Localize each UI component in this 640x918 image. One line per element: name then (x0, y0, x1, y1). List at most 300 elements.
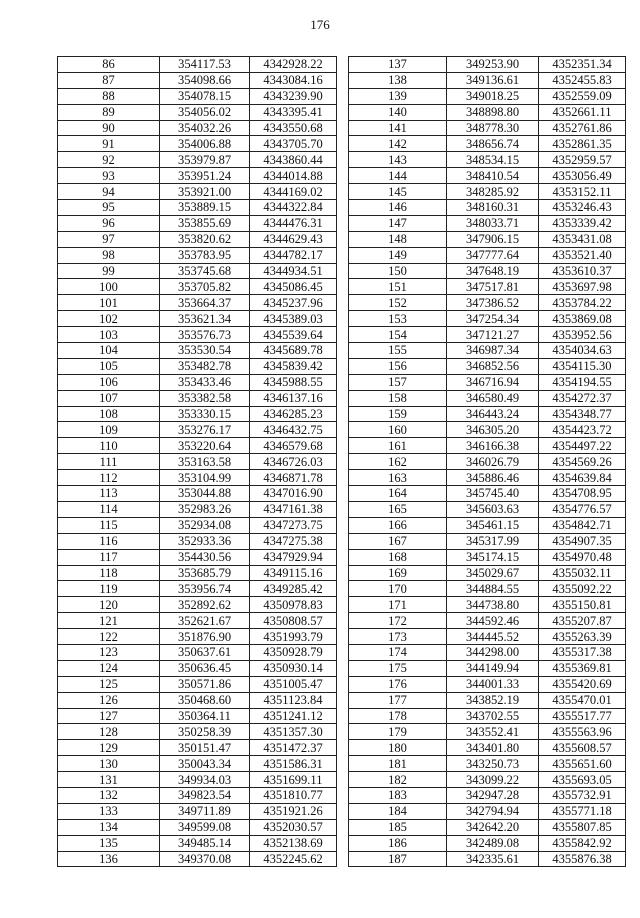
table-row (58, 358, 337, 374)
point-number-cell: 151 (349, 279, 447, 295)
point-number-cell: 177 (349, 692, 447, 708)
table-row (349, 279, 626, 295)
table-row (58, 200, 337, 216)
point-number-cell: 168 (349, 549, 447, 565)
table-row (349, 57, 626, 73)
y-coordinate-cell: 4353952.56 (539, 327, 626, 343)
y-coordinate-cell: 4353869.08 (539, 311, 626, 327)
x-coordinate-cell: 350258.39 (160, 724, 250, 740)
y-coordinate-cell: 4355470.01 (539, 692, 626, 708)
table-row (58, 470, 337, 486)
point-number-cell: 126 (58, 692, 160, 708)
point-number-cell: 127 (58, 708, 160, 724)
table-row (349, 120, 626, 136)
y-coordinate-cell: 4346137.16 (250, 390, 337, 406)
y-coordinate-cell: 4346871.78 (250, 470, 337, 486)
y-coordinate-cell: 4355517.77 (539, 708, 626, 724)
table-row (349, 835, 626, 851)
y-coordinate-cell: 4351993.79 (250, 629, 337, 645)
point-number-cell: 140 (349, 104, 447, 120)
point-number-cell: 96 (58, 215, 160, 231)
x-coordinate-cell: 350571.86 (160, 676, 250, 692)
point-number-cell: 171 (349, 597, 447, 613)
table-row (349, 88, 626, 104)
point-number-cell: 130 (58, 756, 160, 772)
y-coordinate-cell: 4343860.44 (250, 152, 337, 168)
table-row (58, 803, 337, 819)
x-coordinate-cell: 353276.17 (160, 422, 250, 438)
x-coordinate-cell: 353951.24 (160, 168, 250, 184)
x-coordinate-cell: 342335.61 (447, 851, 539, 867)
table-row (349, 644, 626, 660)
y-coordinate-cell: 4354115.30 (539, 358, 626, 374)
table-row (349, 136, 626, 152)
point-number-cell: 103 (58, 327, 160, 343)
y-coordinate-cell: 4350928.79 (250, 644, 337, 660)
x-coordinate-cell: 343552.41 (447, 724, 539, 740)
x-coordinate-cell: 350637.61 (160, 644, 250, 660)
table-row (58, 851, 337, 867)
y-coordinate-cell: 4343395.41 (250, 104, 337, 120)
table-row (58, 708, 337, 724)
x-coordinate-cell: 344884.55 (447, 581, 539, 597)
table-row (58, 231, 337, 247)
table-row (58, 613, 337, 629)
x-coordinate-cell: 348033.71 (447, 215, 539, 231)
table-row (58, 327, 337, 343)
y-coordinate-cell: 4353339.42 (539, 215, 626, 231)
y-coordinate-cell: 4343550.68 (250, 120, 337, 136)
x-coordinate-cell: 347777.64 (447, 247, 539, 263)
x-coordinate-cell: 346305.20 (447, 422, 539, 438)
point-number-cell: 128 (58, 724, 160, 740)
y-coordinate-cell: 4352351.34 (539, 57, 626, 73)
table-row (349, 343, 626, 359)
point-number-cell: 160 (349, 422, 447, 438)
x-coordinate-cell: 348778.30 (447, 120, 539, 136)
point-number-cell: 99 (58, 263, 160, 279)
x-coordinate-cell: 350468.60 (160, 692, 250, 708)
x-coordinate-cell: 349018.25 (447, 88, 539, 104)
x-coordinate-cell: 344592.46 (447, 613, 539, 629)
x-coordinate-cell: 353783.95 (160, 247, 250, 263)
x-coordinate-cell: 349823.54 (160, 787, 250, 803)
table-row (58, 247, 337, 263)
x-coordinate-cell: 343099.22 (447, 772, 539, 788)
point-number-cell: 106 (58, 374, 160, 390)
table-row (349, 787, 626, 803)
point-number-cell: 118 (58, 565, 160, 581)
y-coordinate-cell: 4351810.77 (250, 787, 337, 803)
x-coordinate-cell: 346580.49 (447, 390, 539, 406)
y-coordinate-cell: 4355651.60 (539, 756, 626, 772)
point-number-cell: 186 (349, 835, 447, 851)
point-number-cell: 169 (349, 565, 447, 581)
y-coordinate-cell: 4354842.71 (539, 517, 626, 533)
point-number-cell: 154 (349, 327, 447, 343)
x-coordinate-cell: 348656.74 (447, 136, 539, 152)
point-number-cell: 94 (58, 184, 160, 200)
point-number-cell: 111 (58, 454, 160, 470)
x-coordinate-cell: 352983.26 (160, 501, 250, 517)
y-coordinate-cell: 4347929.94 (250, 549, 337, 565)
x-coordinate-cell: 346166.38 (447, 438, 539, 454)
point-number-cell: 115 (58, 517, 160, 533)
point-number-cell: 156 (349, 358, 447, 374)
y-coordinate-cell: 4354907.35 (539, 533, 626, 549)
x-coordinate-cell: 345174.15 (447, 549, 539, 565)
table-row (349, 740, 626, 756)
point-number-cell: 132 (58, 787, 160, 803)
point-number-cell: 129 (58, 740, 160, 756)
table-row (349, 756, 626, 772)
point-number-cell: 153 (349, 311, 447, 327)
point-number-cell: 116 (58, 533, 160, 549)
x-coordinate-cell: 352621.67 (160, 613, 250, 629)
y-coordinate-cell: 4352861.35 (539, 136, 626, 152)
y-coordinate-cell: 4345988.55 (250, 374, 337, 390)
x-coordinate-cell: 352933.36 (160, 533, 250, 549)
x-coordinate-cell: 354430.56 (160, 549, 250, 565)
point-number-cell: 162 (349, 454, 447, 470)
y-coordinate-cell: 4353697.98 (539, 279, 626, 295)
y-coordinate-cell: 4355263.39 (539, 629, 626, 645)
point-number-cell: 170 (349, 581, 447, 597)
point-number-cell: 137 (349, 57, 447, 73)
point-number-cell: 159 (349, 406, 447, 422)
x-coordinate-cell: 354117.53 (160, 57, 250, 73)
table-row (58, 454, 337, 470)
x-coordinate-cell: 354032.26 (160, 120, 250, 136)
y-coordinate-cell: 4354708.95 (539, 486, 626, 502)
table-row (349, 390, 626, 406)
table-row (58, 692, 337, 708)
y-coordinate-cell: 4343239.90 (250, 88, 337, 104)
x-coordinate-cell: 353685.79 (160, 565, 250, 581)
y-coordinate-cell: 4352455.83 (539, 72, 626, 88)
x-coordinate-cell: 346852.56 (447, 358, 539, 374)
point-number-cell: 152 (349, 295, 447, 311)
x-coordinate-cell: 350636.45 (160, 660, 250, 676)
point-number-cell: 175 (349, 660, 447, 676)
x-coordinate-cell: 347906.15 (447, 231, 539, 247)
table-row (58, 263, 337, 279)
point-number-cell: 107 (58, 390, 160, 406)
y-coordinate-cell: 4347275.38 (250, 533, 337, 549)
x-coordinate-cell: 346443.24 (447, 406, 539, 422)
x-coordinate-cell: 350043.34 (160, 756, 250, 772)
y-coordinate-cell: 4345086.45 (250, 279, 337, 295)
table-row (58, 390, 337, 406)
table-row (349, 692, 626, 708)
point-number-cell: 93 (58, 168, 160, 184)
x-coordinate-cell: 348160.31 (447, 200, 539, 216)
y-coordinate-cell: 4345389.03 (250, 311, 337, 327)
y-coordinate-cell: 4351921.26 (250, 803, 337, 819)
x-coordinate-cell: 344149.94 (447, 660, 539, 676)
x-coordinate-cell: 353104.99 (160, 470, 250, 486)
x-coordinate-cell: 343852.19 (447, 692, 539, 708)
y-coordinate-cell: 4344322.84 (250, 200, 337, 216)
x-coordinate-cell: 347386.52 (447, 295, 539, 311)
x-coordinate-cell: 349136.61 (447, 72, 539, 88)
x-coordinate-cell: 353382.58 (160, 390, 250, 406)
table-row (58, 406, 337, 422)
x-coordinate-cell: 345029.67 (447, 565, 539, 581)
y-coordinate-cell: 4353056.49 (539, 168, 626, 184)
point-number-cell: 173 (349, 629, 447, 645)
x-coordinate-cell: 353433.46 (160, 374, 250, 390)
y-coordinate-cell: 4355092.22 (539, 581, 626, 597)
y-coordinate-cell: 4351357.30 (250, 724, 337, 740)
x-coordinate-cell: 353889.15 (160, 200, 250, 216)
table-row (58, 772, 337, 788)
x-coordinate-cell: 349253.90 (447, 57, 539, 73)
y-coordinate-cell: 4352030.57 (250, 819, 337, 835)
y-coordinate-cell: 4355317.38 (539, 644, 626, 660)
x-coordinate-cell: 344298.00 (447, 644, 539, 660)
table-row (349, 374, 626, 390)
table-row (349, 263, 626, 279)
point-number-cell: 147 (349, 215, 447, 231)
point-number-cell: 138 (349, 72, 447, 88)
table-row (349, 168, 626, 184)
x-coordinate-cell: 353979.87 (160, 152, 250, 168)
x-coordinate-cell: 348898.80 (447, 104, 539, 120)
table-row (58, 88, 337, 104)
y-coordinate-cell: 4355369.81 (539, 660, 626, 676)
y-coordinate-cell: 4344476.31 (250, 215, 337, 231)
point-number-cell: 109 (58, 422, 160, 438)
y-coordinate-cell: 4344934.51 (250, 263, 337, 279)
y-coordinate-cell: 4342928.22 (250, 57, 337, 73)
table-row (58, 549, 337, 565)
table-row (58, 724, 337, 740)
y-coordinate-cell: 4354639.84 (539, 470, 626, 486)
y-coordinate-cell: 4354272.37 (539, 390, 626, 406)
y-coordinate-cell: 4345839.42 (250, 358, 337, 374)
x-coordinate-cell: 353530.54 (160, 343, 250, 359)
y-coordinate-cell: 4350978.83 (250, 597, 337, 613)
y-coordinate-cell: 4343084.16 (250, 72, 337, 88)
point-number-cell: 180 (349, 740, 447, 756)
y-coordinate-cell: 4355807.85 (539, 819, 626, 835)
table-row (349, 327, 626, 343)
point-number-cell: 89 (58, 104, 160, 120)
y-coordinate-cell: 4355420.69 (539, 676, 626, 692)
x-coordinate-cell: 353621.34 (160, 311, 250, 327)
table-row (349, 629, 626, 645)
y-coordinate-cell: 4346726.03 (250, 454, 337, 470)
table-row (58, 136, 337, 152)
table-row (349, 597, 626, 613)
x-coordinate-cell: 349370.08 (160, 851, 250, 867)
point-number-cell: 145 (349, 184, 447, 200)
x-coordinate-cell: 353664.37 (160, 295, 250, 311)
x-coordinate-cell: 349934.03 (160, 772, 250, 788)
table-row (349, 358, 626, 374)
table-row (58, 756, 337, 772)
table-row (58, 120, 337, 136)
y-coordinate-cell: 4344629.43 (250, 231, 337, 247)
coordinate-table-left (57, 56, 337, 867)
point-number-cell: 183 (349, 787, 447, 803)
y-coordinate-cell: 4351586.31 (250, 756, 337, 772)
table-row (349, 660, 626, 676)
x-coordinate-cell: 348410.54 (447, 168, 539, 184)
table-row (58, 819, 337, 835)
point-number-cell: 165 (349, 501, 447, 517)
table-row (58, 565, 337, 581)
point-number-cell: 146 (349, 200, 447, 216)
y-coordinate-cell: 4352661.11 (539, 104, 626, 120)
x-coordinate-cell: 350151.47 (160, 740, 250, 756)
y-coordinate-cell: 4355207.87 (539, 613, 626, 629)
x-coordinate-cell: 347517.81 (447, 279, 539, 295)
point-number-cell: 144 (349, 168, 447, 184)
y-coordinate-cell: 4354970.48 (539, 549, 626, 565)
x-coordinate-cell: 354098.66 (160, 72, 250, 88)
table-row (349, 851, 626, 867)
point-number-cell: 91 (58, 136, 160, 152)
table-row (349, 454, 626, 470)
table-row (349, 724, 626, 740)
x-coordinate-cell: 345886.46 (447, 470, 539, 486)
y-coordinate-cell: 4355608.57 (539, 740, 626, 756)
point-number-cell: 181 (349, 756, 447, 772)
y-coordinate-cell: 4353610.37 (539, 263, 626, 279)
x-coordinate-cell: 347121.27 (447, 327, 539, 343)
point-number-cell: 125 (58, 676, 160, 692)
point-number-cell: 105 (58, 358, 160, 374)
x-coordinate-cell: 354056.02 (160, 104, 250, 120)
table-row (349, 565, 626, 581)
table-row (349, 581, 626, 597)
table-row (58, 629, 337, 645)
table-row (58, 787, 337, 803)
table-row (349, 772, 626, 788)
y-coordinate-cell: 4346432.75 (250, 422, 337, 438)
x-coordinate-cell: 353482.78 (160, 358, 250, 374)
y-coordinate-cell: 4349285.42 (250, 581, 337, 597)
table-row (349, 486, 626, 502)
table-row (58, 581, 337, 597)
table-row (58, 104, 337, 120)
table-row (349, 215, 626, 231)
x-coordinate-cell: 353705.82 (160, 279, 250, 295)
point-number-cell: 102 (58, 311, 160, 327)
point-number-cell: 149 (349, 247, 447, 263)
table-row (349, 184, 626, 200)
table-row (349, 406, 626, 422)
table-row (349, 517, 626, 533)
point-number-cell: 90 (58, 120, 160, 136)
table-row (58, 343, 337, 359)
x-coordinate-cell: 353820.62 (160, 231, 250, 247)
x-coordinate-cell: 353044.88 (160, 486, 250, 502)
y-coordinate-cell: 4355563.96 (539, 724, 626, 740)
x-coordinate-cell: 342642.20 (447, 819, 539, 835)
x-coordinate-cell: 347254.34 (447, 311, 539, 327)
point-number-cell: 142 (349, 136, 447, 152)
y-coordinate-cell: 4354423.72 (539, 422, 626, 438)
table-row (58, 660, 337, 676)
x-coordinate-cell: 346716.94 (447, 374, 539, 390)
x-coordinate-cell: 345745.40 (447, 486, 539, 502)
x-coordinate-cell: 345317.99 (447, 533, 539, 549)
x-coordinate-cell: 345603.63 (447, 501, 539, 517)
point-number-cell: 161 (349, 438, 447, 454)
table-row (349, 295, 626, 311)
y-coordinate-cell: 4344782.17 (250, 247, 337, 263)
table-row (349, 676, 626, 692)
table-row (349, 152, 626, 168)
y-coordinate-cell: 4354776.57 (539, 501, 626, 517)
point-number-cell: 88 (58, 88, 160, 104)
x-coordinate-cell: 353576.73 (160, 327, 250, 343)
y-coordinate-cell: 4355150.81 (539, 597, 626, 613)
y-coordinate-cell: 4354569.26 (539, 454, 626, 470)
x-coordinate-cell: 342947.28 (447, 787, 539, 803)
point-number-cell: 182 (349, 772, 447, 788)
x-coordinate-cell: 348285.92 (447, 184, 539, 200)
x-coordinate-cell: 351876.90 (160, 629, 250, 645)
point-number-cell: 124 (58, 660, 160, 676)
x-coordinate-cell: 353745.68 (160, 263, 250, 279)
y-coordinate-cell: 4352245.62 (250, 851, 337, 867)
point-number-cell: 119 (58, 581, 160, 597)
y-coordinate-cell: 4355842.92 (539, 835, 626, 851)
table-row (349, 438, 626, 454)
table-row (349, 200, 626, 216)
y-coordinate-cell: 4345237.96 (250, 295, 337, 311)
y-coordinate-cell: 4350930.14 (250, 660, 337, 676)
y-coordinate-cell: 4350808.57 (250, 613, 337, 629)
x-coordinate-cell: 349711.89 (160, 803, 250, 819)
table-row (349, 533, 626, 549)
y-coordinate-cell: 4351241.12 (250, 708, 337, 724)
table-row (349, 501, 626, 517)
point-number-cell: 112 (58, 470, 160, 486)
point-number-cell: 134 (58, 819, 160, 835)
point-number-cell: 108 (58, 406, 160, 422)
point-number-cell: 157 (349, 374, 447, 390)
point-number-cell: 184 (349, 803, 447, 819)
y-coordinate-cell: 4353152.11 (539, 184, 626, 200)
y-coordinate-cell: 4346579.68 (250, 438, 337, 454)
y-coordinate-cell: 4352138.69 (250, 835, 337, 851)
x-coordinate-cell: 353921.00 (160, 184, 250, 200)
y-coordinate-cell: 4355693.05 (539, 772, 626, 788)
y-coordinate-cell: 4351472.37 (250, 740, 337, 756)
x-coordinate-cell: 346026.79 (447, 454, 539, 470)
table-row (349, 231, 626, 247)
point-number-cell: 179 (349, 724, 447, 740)
point-number-cell: 121 (58, 613, 160, 629)
table-row (58, 422, 337, 438)
table-row (58, 533, 337, 549)
table-row (58, 184, 337, 200)
table-row (58, 215, 337, 231)
table-row (58, 57, 337, 73)
table-row (349, 708, 626, 724)
x-coordinate-cell: 344445.52 (447, 629, 539, 645)
x-coordinate-cell: 342794.94 (447, 803, 539, 819)
table-row (58, 486, 337, 502)
table-row (58, 438, 337, 454)
point-number-cell: 113 (58, 486, 160, 502)
table-row (58, 835, 337, 851)
